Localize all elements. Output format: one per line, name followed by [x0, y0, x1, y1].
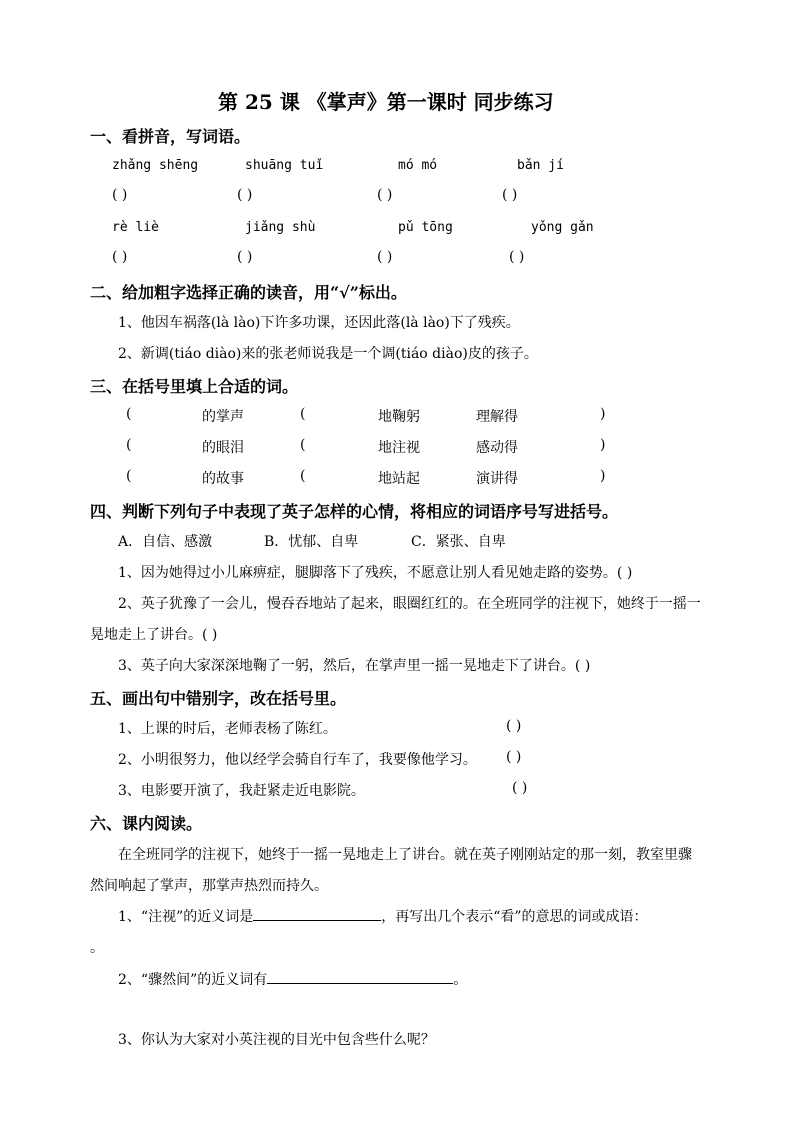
answer-blank[interactable]: ( ) — [377, 187, 393, 203]
section-4-heading: 四、判断下列句子中表现了英子怎样的心情，将相应的词语序号写进括号。 — [90, 502, 619, 521]
question-text: 2、小明很努力，他以经学会骑自行车了，我要像他学习。 — [118, 752, 477, 768]
pinyin-5: rè liè — [112, 220, 159, 235]
pinyin-3: mó mó — [398, 158, 438, 173]
phrase: 理解得 — [476, 409, 518, 425]
answer-blank[interactable]: ( ) — [502, 187, 518, 203]
answer-blank[interactable]: ( ) — [512, 780, 528, 796]
option-b: B．忧郁、自卑 — [264, 534, 359, 550]
pinyin-2: shuāng tuǐ — [245, 158, 324, 173]
phrase: 感动得 — [476, 440, 518, 456]
section-6-heading: 六、课内阅读。 — [90, 814, 203, 833]
paren-close: ) — [600, 468, 606, 484]
answer-blank[interactable]: ( ) — [506, 718, 522, 734]
answer-blank[interactable]: ( ) — [509, 249, 525, 265]
phrase: 地鞠躬 — [378, 409, 420, 425]
question-text: 3、电影要开演了，我赶紧走近电影院。 — [118, 783, 365, 799]
phrase: 地站起 — [378, 471, 420, 487]
answer-blank[interactable]: ( ) — [237, 249, 253, 265]
answer-blank[interactable]: ( ) — [377, 249, 393, 265]
page-title: 第 25 课 《掌声》第一课时 同步练习 — [218, 90, 554, 114]
paren-open: ( — [126, 468, 132, 484]
question-text: 。 — [453, 972, 468, 988]
option-c: C．紧张、自卑 — [411, 534, 506, 550]
answer-line[interactable] — [253, 906, 381, 921]
paren-close: ) — [600, 406, 606, 422]
answer-line[interactable] — [267, 969, 453, 984]
question-text: 3、你认为大家对小英注视的目光中包含些什么呢？ — [118, 1032, 435, 1048]
paren-close: ) — [600, 437, 606, 453]
question-text: 2、“骤然间”的近义词有 — [118, 972, 268, 988]
section-3-heading: 三、在括号里填上合适的词。 — [90, 377, 299, 396]
pinyin-6: jiǎng shù — [245, 220, 316, 235]
paren-open: ( — [126, 406, 132, 422]
answer-blank[interactable]: ( ) — [237, 187, 253, 203]
question-row — [118, 969, 467, 989]
question-text: ，再写出几个表示“看”的意思的词或成语： — [381, 909, 648, 925]
question-row — [118, 906, 648, 926]
phrase: 演讲得 — [476, 471, 518, 487]
question-text: 1、因为她得过小儿麻痹症，腿脚落下了残疾，不愿意让别人看见她走路的姿势。( ) — [118, 565, 633, 581]
pinyin-7: pǔ tōng — [398, 220, 453, 235]
paren-open: ( — [300, 437, 306, 453]
section-1-heading: 一、看拼音，写词语。 — [90, 127, 251, 146]
answer-blank[interactable]: ( ) — [112, 187, 128, 203]
section-5-heading: 五、画出句中错别字，改在括号里。 — [90, 689, 347, 708]
reading-passage: 然间响起了掌声，那掌声热烈而持久。 — [90, 878, 328, 894]
paren-open: ( — [300, 468, 306, 484]
phrase: 的故事 — [202, 471, 244, 487]
question-text: 。 — [90, 940, 104, 956]
section-2-heading: 二、给加粗字选择正确的读音，用“√”标出。 — [90, 283, 407, 302]
pinyin-8: yǒng gǎn — [531, 220, 594, 235]
option-a: A．自信、感激 — [118, 534, 213, 550]
question-text: 1、上课的时后，老师表杨了陈红。 — [118, 721, 337, 737]
paren-open: ( — [126, 437, 132, 453]
answer-blank[interactable]: ( ) — [112, 249, 128, 265]
question-text: 晃地走上了讲台。( ) — [90, 627, 218, 643]
question-text: 1、“注视”的近义词是 — [118, 909, 254, 925]
question-text: 2、英子犹豫了一会儿，慢吞吞地站了起来，眼圈红红的。在全班同学的注视下，她终于一摇一 — [118, 596, 701, 612]
reading-passage: 在全班同学的注视下，她终于一摇一晃地走上了讲台。就在英子刚刚站定的那一刻，教室里骤 — [118, 847, 692, 863]
question-text: 2、新调(tiáo diào)来的张老师说我是一个调(tiáo diào)皮的孩子。 — [118, 346, 538, 362]
phrase: 的掌声 — [202, 409, 244, 425]
question-text: 1、他因车祸落(là lào)下许多功课，还因此落(là lào)下了残疾。 — [118, 315, 520, 331]
pinyin-1: zhǎng shēng — [112, 158, 199, 173]
phrase: 地注视 — [378, 440, 420, 456]
question-text: 3、英子向大家深深地鞠了一躬，然后，在掌声里一摇一晃地走下了讲台。( ) — [118, 658, 591, 674]
answer-blank[interactable]: ( ) — [506, 749, 522, 765]
phrase: 的眼泪 — [202, 440, 244, 456]
pinyin-4: bǎn jí — [517, 158, 564, 173]
paren-open: ( — [300, 406, 306, 422]
